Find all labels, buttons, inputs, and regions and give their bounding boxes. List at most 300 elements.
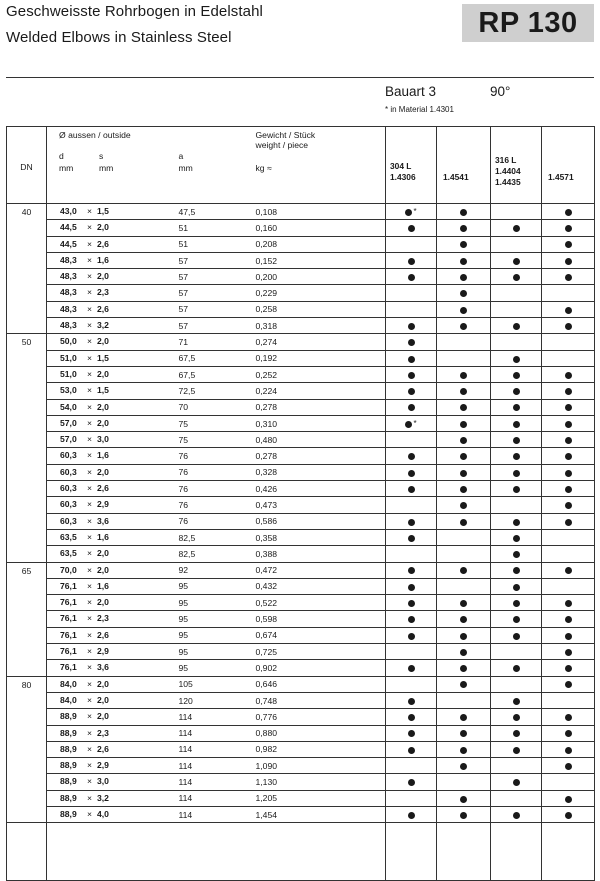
material-availability-cell bbox=[542, 790, 595, 806]
availability-dot-icon bbox=[460, 649, 467, 656]
times-sign: × bbox=[87, 580, 93, 591]
availability-dot-icon bbox=[513, 779, 520, 786]
table-row bbox=[7, 350, 595, 366]
material-availability-cell bbox=[491, 806, 542, 822]
center-to-end-value: 57 bbox=[177, 252, 252, 268]
material-availability-cell bbox=[542, 741, 595, 757]
material-availability-cell bbox=[386, 318, 437, 334]
wall-thickness-value: 1,6 bbox=[97, 450, 109, 461]
center-to-end-value: 47,5 bbox=[177, 204, 252, 220]
angle-label: 90° bbox=[490, 84, 511, 99]
times-sign: × bbox=[87, 792, 93, 803]
center-to-end-value: 76 bbox=[177, 481, 252, 497]
material-availability-cell bbox=[491, 220, 542, 236]
center-to-end-value: 70 bbox=[177, 399, 252, 415]
availability-dot-icon bbox=[408, 698, 415, 705]
material-availability-cell bbox=[491, 595, 542, 611]
column-size-header bbox=[47, 127, 177, 204]
material-availability-cell bbox=[386, 806, 437, 822]
material-availability-cell bbox=[437, 415, 491, 431]
availability-dot-icon bbox=[460, 747, 467, 754]
material-availability-cell bbox=[437, 481, 491, 497]
availability-dot-icon bbox=[460, 241, 467, 248]
column-316l-header bbox=[491, 127, 542, 204]
material-availability-cell bbox=[542, 448, 595, 464]
availability-dot-icon bbox=[460, 372, 467, 379]
material-availability-cell bbox=[491, 285, 542, 301]
outside-diameter-value: 84,0 bbox=[60, 694, 77, 705]
times-sign: × bbox=[87, 548, 93, 559]
material-availability-cell bbox=[437, 627, 491, 643]
availability-dot-icon bbox=[408, 404, 415, 411]
asterisk-mark: * bbox=[413, 418, 417, 428]
weight-value: 0,108 bbox=[252, 204, 386, 220]
s-label: s bbox=[99, 151, 104, 161]
material-availability-cell bbox=[491, 790, 542, 806]
availability-dot-icon bbox=[513, 535, 520, 542]
times-sign: × bbox=[87, 238, 93, 249]
center-to-end-value: 82,5 bbox=[177, 529, 252, 545]
wall-thickness-value: 2,0 bbox=[97, 597, 109, 608]
table-row bbox=[7, 806, 595, 822]
material-availability-cell bbox=[542, 318, 595, 334]
availability-dot-icon bbox=[408, 747, 415, 754]
availability-dot-icon bbox=[408, 339, 415, 346]
times-sign: × bbox=[87, 287, 93, 298]
material-availability-cell bbox=[542, 204, 595, 220]
table-row bbox=[7, 236, 595, 252]
center-to-end-value: 76 bbox=[177, 497, 252, 513]
availability-dot-icon bbox=[513, 470, 520, 477]
mat-316l-label: 316 L bbox=[495, 155, 517, 165]
times-sign: × bbox=[87, 401, 93, 412]
material-availability-cell bbox=[437, 318, 491, 334]
material-availability-cell bbox=[542, 481, 595, 497]
material-availability-cell bbox=[437, 448, 491, 464]
center-to-end-value: 51 bbox=[177, 220, 252, 236]
material-availability-cell bbox=[386, 758, 437, 774]
availability-dot-icon bbox=[408, 388, 415, 395]
material-availability-cell bbox=[386, 269, 437, 285]
wall-thickness-value: 2,9 bbox=[97, 499, 109, 510]
availability-dot-icon bbox=[460, 763, 467, 770]
availability-dot-icon bbox=[408, 714, 415, 721]
weight-value: 0,224 bbox=[252, 383, 386, 399]
outside-diameter-value: 63,5 bbox=[60, 531, 77, 542]
material-availability-cell bbox=[542, 676, 595, 692]
center-to-end-value: 67,5 bbox=[177, 350, 252, 366]
weight-value: 0,880 bbox=[252, 725, 386, 741]
material-availability-cell bbox=[491, 464, 542, 480]
outside-diameter-value: 43,0 bbox=[60, 206, 77, 216]
availability-dot-icon bbox=[460, 404, 467, 411]
availability-dot-icon bbox=[460, 258, 467, 265]
center-to-end-value: 82,5 bbox=[177, 546, 252, 562]
material-availability-cell bbox=[542, 285, 595, 301]
outside-diameter-value: 88,9 bbox=[60, 760, 77, 771]
material-availability-cell bbox=[437, 464, 491, 480]
wall-thickness-value: 2,9 bbox=[97, 646, 109, 657]
availability-dot-icon bbox=[565, 714, 572, 721]
material-availability-cell bbox=[437, 790, 491, 806]
table-row bbox=[7, 497, 595, 513]
material-availability-cell bbox=[437, 529, 491, 545]
material-availability-cell bbox=[437, 334, 491, 350]
material-availability-cell bbox=[437, 383, 491, 399]
material-availability-cell bbox=[542, 611, 595, 627]
material-availability-cell bbox=[542, 220, 595, 236]
material-availability-cell bbox=[437, 578, 491, 594]
weight-value: 1,130 bbox=[252, 774, 386, 790]
mat-304l-label: 304 L bbox=[390, 160, 412, 171]
material-availability-cell bbox=[437, 758, 491, 774]
availability-dot-icon bbox=[460, 567, 467, 574]
times-sign: × bbox=[87, 499, 93, 510]
size-cell bbox=[47, 790, 177, 806]
material-availability-cell bbox=[437, 269, 491, 285]
weight-value: 0,200 bbox=[252, 269, 386, 285]
material-availability-cell bbox=[542, 529, 595, 545]
center-to-end-value: 57 bbox=[177, 269, 252, 285]
weight-value: 0,278 bbox=[252, 448, 386, 464]
times-sign: × bbox=[87, 417, 93, 428]
availability-dot-icon bbox=[565, 307, 572, 314]
outside-diameter-value: 63,5 bbox=[60, 548, 77, 559]
material-availability-cell bbox=[491, 562, 542, 578]
material-availability-cell bbox=[542, 513, 595, 529]
availability-dot-icon bbox=[408, 258, 415, 265]
availability-dot-icon bbox=[408, 616, 415, 623]
material-availability-cell bbox=[386, 529, 437, 545]
material-availability-cell bbox=[386, 481, 437, 497]
table-row bbox=[7, 415, 595, 431]
wall-thickness-value: 1,5 bbox=[97, 352, 109, 363]
times-sign: × bbox=[87, 808, 93, 819]
availability-dot-icon bbox=[513, 600, 520, 607]
mat-14435-label: 1.4435 bbox=[495, 177, 521, 187]
availability-dot-icon bbox=[460, 225, 467, 232]
times-sign: × bbox=[87, 336, 93, 347]
size-cell bbox=[47, 481, 177, 497]
wall-thickness-value: 2,3 bbox=[97, 613, 109, 624]
size-cell bbox=[47, 676, 177, 692]
availability-dot-icon bbox=[408, 567, 415, 574]
wall-thickness-value: 2,0 bbox=[97, 678, 109, 689]
size-cell bbox=[47, 725, 177, 741]
material-availability-cell bbox=[437, 513, 491, 529]
times-sign: × bbox=[87, 743, 93, 754]
wall-thickness-value: 4,0 bbox=[97, 808, 109, 819]
wall-thickness-value: 2,6 bbox=[97, 743, 109, 754]
material-availability-cell bbox=[542, 350, 595, 366]
center-to-end-value: 76 bbox=[177, 448, 252, 464]
material-availability-cell bbox=[437, 252, 491, 268]
availability-dot-icon bbox=[408, 600, 415, 607]
material-availability-cell bbox=[386, 660, 437, 676]
weight-value: 0,725 bbox=[252, 644, 386, 660]
availability-dot-icon bbox=[460, 681, 467, 688]
table-row bbox=[7, 562, 595, 578]
material-availability-cell bbox=[386, 627, 437, 643]
availability-dot-icon bbox=[460, 470, 467, 477]
wall-thickness-value: 1,6 bbox=[97, 254, 109, 265]
weight-value: 0,192 bbox=[252, 350, 386, 366]
availability-dot-icon bbox=[460, 486, 467, 493]
size-cell bbox=[47, 644, 177, 660]
column-a-header bbox=[177, 127, 252, 204]
availability-dot-icon bbox=[513, 274, 520, 281]
center-to-end-value: 76 bbox=[177, 464, 252, 480]
size-cell bbox=[47, 513, 177, 529]
times-sign: × bbox=[87, 368, 93, 379]
d-unit-label: mm bbox=[59, 163, 74, 173]
availability-dot-icon bbox=[513, 437, 520, 444]
s-unit-label: mm bbox=[99, 163, 114, 173]
material-availability-cell bbox=[437, 350, 491, 366]
center-to-end-value: 120 bbox=[177, 692, 252, 708]
size-cell bbox=[47, 448, 177, 464]
center-to-end-value: 95 bbox=[177, 578, 252, 594]
outside-diameter-value: 48,3 bbox=[60, 320, 77, 331]
material-availability-cell bbox=[386, 741, 437, 757]
availability-dot-icon bbox=[408, 470, 415, 477]
outside-diameter-value: 76,1 bbox=[60, 597, 77, 608]
availability-dot-icon bbox=[513, 616, 520, 623]
wall-thickness-value: 2,0 bbox=[97, 271, 109, 282]
kg-unit-label: kg ≈ bbox=[255, 163, 272, 173]
dn-cell: 40 bbox=[7, 204, 47, 334]
outside-diameter-value: 54,0 bbox=[60, 401, 77, 412]
size-cell bbox=[47, 415, 177, 431]
table-row bbox=[7, 334, 595, 350]
center-to-end-value: 57 bbox=[177, 318, 252, 334]
wall-thickness-value: 3,0 bbox=[97, 776, 109, 787]
table-row bbox=[7, 692, 595, 708]
size-cell bbox=[47, 464, 177, 480]
material-availability-cell bbox=[491, 366, 542, 382]
availability-dot-icon bbox=[565, 453, 572, 460]
wall-thickness-value: 2,6 bbox=[97, 238, 109, 249]
table-row bbox=[7, 399, 595, 415]
availability-dot-icon bbox=[565, 486, 572, 493]
weight-value: 0,278 bbox=[252, 399, 386, 415]
material-availability-cell bbox=[491, 513, 542, 529]
size-cell bbox=[47, 660, 177, 676]
times-sign: × bbox=[87, 531, 93, 542]
material-availability-cell bbox=[386, 236, 437, 252]
size-cell bbox=[47, 627, 177, 643]
table-row bbox=[7, 790, 595, 806]
material-availability-cell bbox=[437, 741, 491, 757]
size-cell bbox=[47, 806, 177, 822]
outside-diameter-value: 51,0 bbox=[60, 352, 77, 363]
material-availability-cell bbox=[542, 464, 595, 480]
table-row bbox=[7, 529, 595, 545]
availability-dot-icon bbox=[460, 600, 467, 607]
times-sign: × bbox=[87, 629, 93, 640]
size-cell bbox=[47, 252, 177, 268]
material-availability-cell bbox=[386, 285, 437, 301]
material-availability-cell bbox=[491, 660, 542, 676]
wall-thickness-value: 2,3 bbox=[97, 727, 109, 738]
material-availability-cell bbox=[542, 709, 595, 725]
availability-dot-icon bbox=[565, 225, 572, 232]
center-to-end-value: 67,5 bbox=[177, 366, 252, 382]
availability-dot-icon bbox=[408, 730, 415, 737]
material-availability-cell bbox=[386, 366, 437, 382]
weight-value: 1,090 bbox=[252, 758, 386, 774]
availability-dot-icon bbox=[460, 616, 467, 623]
weight-value: 0,982 bbox=[252, 741, 386, 757]
weight-value: 0,748 bbox=[252, 692, 386, 708]
material-availability-cell bbox=[542, 269, 595, 285]
weight-value: 0,274 bbox=[252, 334, 386, 350]
availability-dot-icon bbox=[513, 372, 520, 379]
table-row bbox=[7, 252, 595, 268]
availability-dot-icon bbox=[565, 796, 572, 803]
material-availability-cell bbox=[437, 285, 491, 301]
wall-thickness-value: 3,6 bbox=[97, 662, 109, 673]
outside-diameter-value: 76,1 bbox=[60, 629, 77, 640]
weight-value: 0,229 bbox=[252, 285, 386, 301]
table-row bbox=[7, 285, 595, 301]
outside-diameter-value: 76,1 bbox=[60, 580, 77, 591]
outside-diameter-value: 60,3 bbox=[60, 450, 77, 461]
availability-dot-icon bbox=[513, 323, 520, 330]
center-to-end-value: 75 bbox=[177, 432, 252, 448]
wall-thickness-value: 2,9 bbox=[97, 760, 109, 771]
weight-value: 0,208 bbox=[252, 236, 386, 252]
outside-diameter-value: 88,9 bbox=[60, 792, 77, 803]
empty-row bbox=[7, 823, 595, 881]
availability-dot-icon bbox=[460, 323, 467, 330]
material-availability-cell bbox=[542, 806, 595, 822]
material-availability-cell bbox=[491, 758, 542, 774]
material-availability-cell bbox=[491, 415, 542, 431]
availability-dot-icon bbox=[513, 258, 520, 265]
outside-diameter-value: 48,3 bbox=[60, 271, 77, 282]
weight-value: 0,328 bbox=[252, 464, 386, 480]
material-availability-cell bbox=[437, 236, 491, 252]
table-row bbox=[7, 644, 595, 660]
availability-dot-icon bbox=[460, 209, 467, 216]
mat-14404-label: 1.4404 bbox=[495, 166, 521, 176]
weight-value: 0,318 bbox=[252, 318, 386, 334]
material-availability-cell bbox=[491, 236, 542, 252]
center-to-end-value: 57 bbox=[177, 301, 252, 317]
times-sign: × bbox=[87, 613, 93, 624]
availability-dot-icon bbox=[565, 470, 572, 477]
size-cell bbox=[47, 692, 177, 708]
material-availability-cell bbox=[491, 204, 542, 220]
material-availability-cell bbox=[386, 709, 437, 725]
availability-dot-icon bbox=[513, 421, 520, 428]
availability-dot-icon bbox=[408, 633, 415, 640]
center-to-end-value: 114 bbox=[177, 806, 252, 822]
table-row bbox=[7, 481, 595, 497]
availability-dot-icon bbox=[513, 730, 520, 737]
availability-dot-icon bbox=[460, 730, 467, 737]
times-sign: × bbox=[87, 434, 93, 445]
availability-dot-icon bbox=[565, 323, 572, 330]
material-availability-cell bbox=[491, 627, 542, 643]
material-availability-cell bbox=[437, 366, 491, 382]
material-availability-cell bbox=[386, 334, 437, 350]
availability-dot-icon bbox=[408, 519, 415, 526]
availability-dot-icon bbox=[565, 567, 572, 574]
material-availability-cell bbox=[437, 725, 491, 741]
times-sign: × bbox=[87, 466, 93, 477]
outside-diameter-value: 51,0 bbox=[60, 368, 77, 379]
weight-value: 0,388 bbox=[252, 546, 386, 562]
table-row bbox=[7, 595, 595, 611]
column-14571-header bbox=[542, 127, 595, 204]
material-availability-cell bbox=[437, 562, 491, 578]
material-availability-cell bbox=[437, 497, 491, 513]
material-availability-cell bbox=[386, 448, 437, 464]
availability-dot-icon bbox=[460, 274, 467, 281]
weight-value: 0,480 bbox=[252, 432, 386, 448]
wall-thickness-value: 1,6 bbox=[97, 531, 109, 542]
material-availability-cell bbox=[437, 660, 491, 676]
material-availability-cell bbox=[386, 399, 437, 415]
material-availability-cell bbox=[437, 432, 491, 448]
material-availability-cell bbox=[437, 611, 491, 627]
weight-value: 0,598 bbox=[252, 611, 386, 627]
material-availability-cell bbox=[437, 399, 491, 415]
availability-dot-icon bbox=[565, 258, 572, 265]
empty-cell bbox=[437, 823, 491, 881]
outside-diameter-value: 88,9 bbox=[60, 727, 77, 738]
weight-value: 1,454 bbox=[252, 806, 386, 822]
table-row bbox=[7, 204, 595, 220]
material-availability-cell bbox=[491, 725, 542, 741]
dn-cell: 50 bbox=[7, 334, 47, 562]
center-to-end-value: 95 bbox=[177, 611, 252, 627]
availability-dot-icon bbox=[460, 665, 467, 672]
mat-14306-label: 1.4306 bbox=[390, 171, 416, 182]
availability-dot-icon bbox=[513, 812, 520, 819]
dn-cell: 80 bbox=[7, 676, 47, 823]
material-availability-cell bbox=[437, 220, 491, 236]
material-availability-cell bbox=[542, 334, 595, 350]
table-row bbox=[7, 774, 595, 790]
weight-value: 0,310 bbox=[252, 415, 386, 431]
material-availability-cell bbox=[386, 676, 437, 692]
outside-diameter-value: 76,1 bbox=[60, 662, 77, 673]
weight-value: 0,152 bbox=[252, 252, 386, 268]
material-availability-cell bbox=[437, 301, 491, 317]
weight-value: 0,674 bbox=[252, 627, 386, 643]
times-sign: × bbox=[87, 727, 93, 738]
availability-dot-icon bbox=[565, 372, 572, 379]
elbow-table bbox=[6, 126, 595, 881]
column-14541-header bbox=[437, 127, 491, 204]
wall-thickness-value: 1,6 bbox=[97, 580, 109, 591]
material-availability-cell bbox=[491, 350, 542, 366]
size-cell bbox=[47, 741, 177, 757]
material-availability-cell bbox=[542, 252, 595, 268]
center-to-end-value: 114 bbox=[177, 709, 252, 725]
outside-diameter-value: 88,9 bbox=[60, 711, 77, 722]
wall-thickness-value: 3,0 bbox=[97, 434, 109, 445]
center-to-end-value: 114 bbox=[177, 790, 252, 806]
material-availability-cell bbox=[542, 383, 595, 399]
material-availability-cell bbox=[437, 204, 491, 220]
weight-value: 0,160 bbox=[252, 220, 386, 236]
availability-dot-icon bbox=[408, 323, 415, 330]
times-sign: × bbox=[87, 678, 93, 689]
